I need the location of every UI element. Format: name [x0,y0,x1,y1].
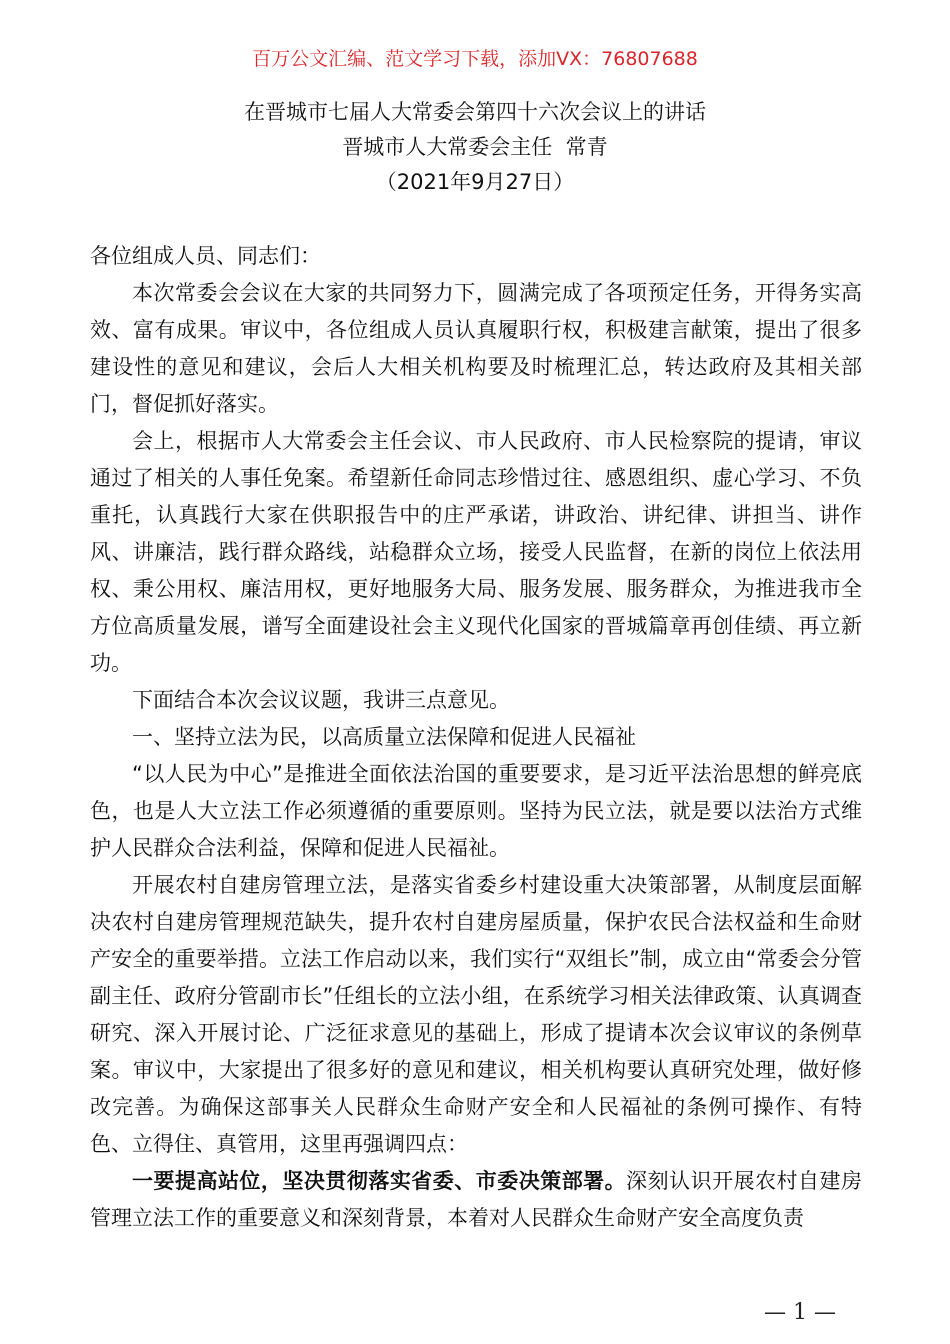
paragraph-4: “以人民为中心”是推进全面依法治国的重要要求，是习近平法治思想的鲜亮底色，也是人大立法工作必须遵循的重要原则。坚持为民立法，就是要以法治方式维护人民群众合法利益，保障和促进人民福祉。 [90,762,862,860]
paragraph-6-bold-lead: 一要提高站位，坚决贯彻落实省委、市委决策部署。 [132,1169,627,1193]
speech-date: （2021年9月27日） [375,170,575,194]
paragraph-5: 开展农村自建房管理立法，是落实省委乡村建设重大决策部署，从制度层面解决农村自建房管理规范缺失，提升农村自建房屋质量，保护农民合法权益和生命财产安全的重要举措。立法工作启动以来，我们实行“双组长”制，成立由“常委会分管副主任、政府分管副市长”任组长的立法小组，在系统学习相关法律政策、认真调查研究、深入开展讨论、广泛征求意见的基础上，形成了提请本次会议审议的条例草案。审议中，大家提出了很多好的意见和建议，相关机构要认真研究处理，做好修改完善。为确保这部事关人民群众生命财产安全和人民福祉的条例可操作、有特色、立得住、真管用，这里再强调四点： [90,873,862,1156]
paragraph-1: 本次常委会会议在大家的共同努力下，圆满完成了各项预定任务，开得务实高效、富有成果。审议中，各位组成人员认真履职行权，积极建言献策，提出了很多建设性的意见和建议，会后人大相关机构要及时梳理汇总，转达政府及其相关部门，督促抓好落实。 [90,281,862,416]
paragraph-6-text: 深刻认识开展农村自建房管理立法工作的重要意义和深刻背景，本着对人民群众生命财产安全高度负责 [90,1169,863,1230]
speaker-line: 晋城市人大常委会主任 常青 [342,135,608,159]
document-title: 在晋城市七届人大常委会第四十六次会议上的讲话 [244,100,706,124]
page-number: — 1 — [764,1300,836,1325]
paragraph-3: 下面结合本次会议议题，我讲三点意见。 [132,688,510,712]
section-heading-1: 一、坚持立法为民，以高质量立法保障和促进人民福祉 [132,725,636,749]
header-banner: 百万公文汇编、范文学习下载，添加VX：76807688 [252,48,698,70]
document-title-block [0,95,950,200]
salutation: 各位组成人员、同志们： [90,244,321,268]
paragraph-6 [90,1163,862,1237]
document-body [90,238,862,1237]
paragraph-2: 会上，根据市人大常委会主任会议、市人民政府、市人民检察院的提请，审议通过了相关的人事任免案。希望新任命同志珍惜过往、感恩组织、虚心学习、不负重托，认真践行大家在供职报告中的庄严承诺，讲政治、讲纪律、讲担当、讲作风、讲廉洁，践行群众路线，站稳群众立场，接受人民监督，在新的岗位上依法用权、秉公用权、廉洁用权，更好地服务大局、服务发展、服务群众，为推进我市全方位高质量发展，谱写全面建设社会主义现代化国家的晋城篇章再创佳绩、再立新功。 [90,429,862,675]
